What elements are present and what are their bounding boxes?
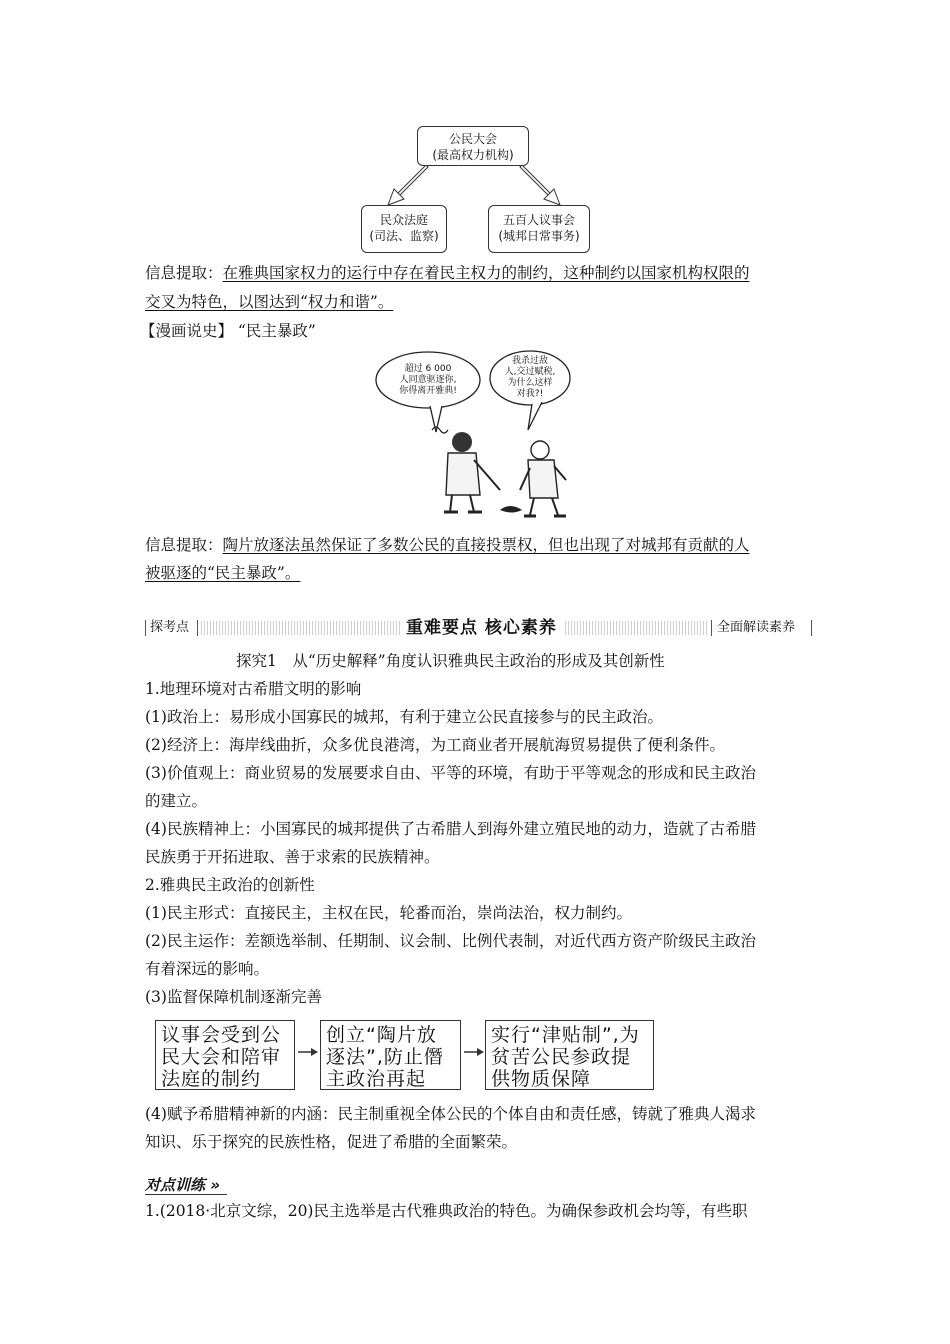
inquiry-title: 探究1 从“历史解释”角度认识雅典民主政治的形成及其创新性	[236, 652, 665, 670]
bar-hatch-right	[565, 621, 707, 635]
para4-line: (4)赋予希腊精神新的内涵：民主制重视全体公民的个体自由和责任感，铸就了雅典人渴求	[145, 1105, 756, 1123]
flow-arrow-icon	[297, 1046, 321, 1058]
body-line: (4)民族精神上：小国寡民的城邦提供了古希腊人到海外建立殖民地的动力，造就了古希腊	[145, 820, 756, 838]
info1-text2: 交叉为特色，以图达到“权力和谐”。	[145, 293, 394, 311]
body-line: 有着深远的影响。	[145, 960, 270, 978]
body-line: 1.地理环境对古希腊文明的影响	[145, 680, 362, 698]
training-label: 对点训练 »	[145, 1176, 220, 1194]
bar-separator	[811, 620, 812, 636]
right-bubble-text: 我杀过敌 人,交过赋税, 为什么这样 对我?!	[504, 356, 556, 399]
court-box: 民众法庭 (司法、监察)	[361, 205, 447, 253]
body-line: (3)监督保障机制逐渐完善	[145, 988, 322, 1006]
section-header-bar	[145, 617, 813, 639]
body-line: 的建立。	[145, 792, 208, 810]
flow-box-1: 议事会受到公 民大会和陪审 法庭的制约	[155, 1020, 295, 1090]
info2-line1	[145, 535, 750, 555]
training-underline	[145, 1194, 227, 1195]
body-line: (3)价值观上：商业贸易的发展要求自由、平等的环境，有助于平等观念的形成和民主政治	[145, 764, 756, 782]
para4-line: 知识、乐于探究的民族性格，促进了希腊的全面繁荣。	[145, 1133, 518, 1151]
info2-label: 信息提取：	[145, 536, 223, 554]
info1-label: 信息提取：	[145, 264, 223, 282]
comic-heading: 【漫画说史】 “民主暴政”	[140, 322, 316, 340]
flow-arrow-icon	[463, 1046, 487, 1058]
bar-title: 重难要点 核心素养	[400, 617, 563, 639]
info2-text1: 陶片放逐法虽然保证了多数公民的直接投票权，但也出现了对城邦有贡献的人	[222, 536, 750, 554]
bar-separator	[197, 620, 198, 636]
assembly-box: 公民大会 (最高权力机构)	[417, 126, 529, 166]
bar-right-label: 全面解读素养	[717, 620, 796, 635]
body-line: (1)政治上：易形成小国寡民的城邦，有利于建立公民直接参与的民主政治。	[145, 708, 663, 726]
bar-separator	[711, 620, 712, 636]
bar-separator	[145, 620, 146, 636]
bar-left-label: 探考点	[150, 620, 190, 635]
diagram-arrows	[380, 165, 570, 207]
body-line: (2)民主运作：差额选举制、任期制、议会制、比例代表制，对近代西方资产阶级民主政治	[145, 932, 756, 950]
flow-box-3: 实行“津贴制”,为 贫苦公民参政提 供物质保障	[485, 1020, 654, 1090]
info1-text1: 在雅典国家权力的运行中存在着民主权力的制约，这种制约以国家机构权限的	[222, 264, 750, 282]
body-line: 2.雅典民主政治的创新性	[145, 876, 315, 894]
body-line: (2)经济上：海岸线曲折，众多优良港湾，为工商业者开展航海贸易提供了便利条件。	[145, 736, 725, 754]
question-1: 1.(2018·北京文综，20)民主选举是古代雅典政治的特色。为确保参政机会均等，有些职	[145, 1202, 748, 1220]
info1-line1	[145, 263, 750, 283]
council-box: 五百人议事会 (城邦日常事务)	[488, 205, 590, 253]
info2-text2: 被驱逐的“民主暴政”。	[145, 564, 301, 582]
body-line: (1)民主形式：直接民主，主权在民，轮番而治，崇尚法治，权力制约。	[145, 904, 632, 922]
body-line: 民族勇于开拓进取、善于求索的民族精神。	[145, 848, 440, 866]
flow-box-2: 创立“陶片放 逐法”,防止僭 主政治再起	[320, 1020, 461, 1090]
left-bubble-text: 超过 6 000 人同意驱逐你, 你得离开雅典!	[399, 364, 457, 396]
